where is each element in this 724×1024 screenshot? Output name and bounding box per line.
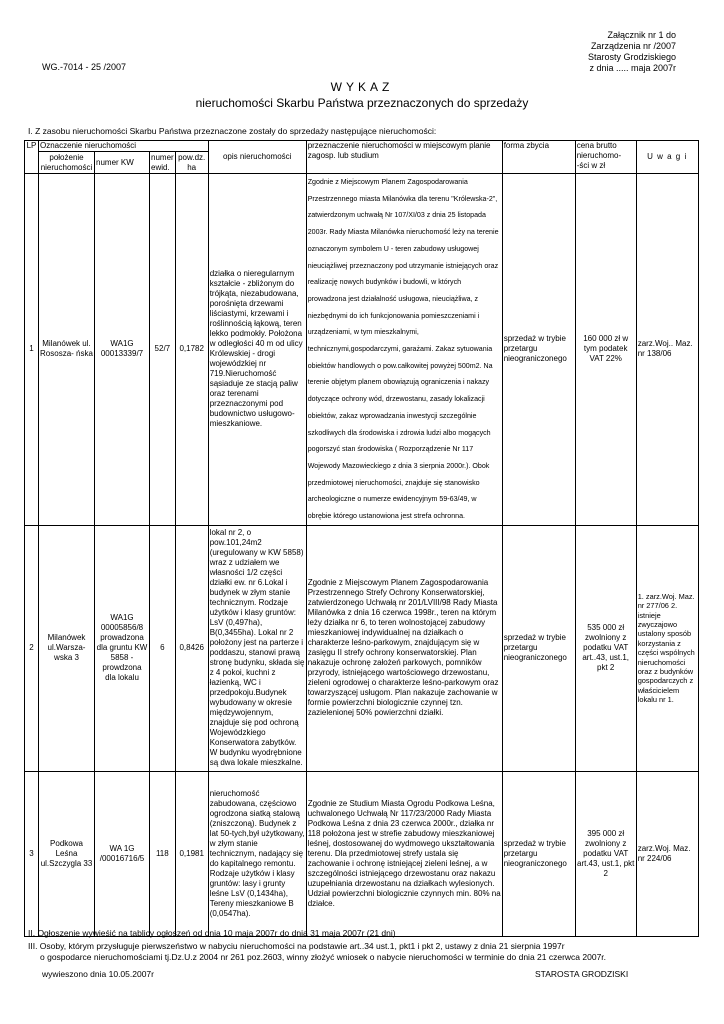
- footer-posting-period: II. Ogłoszenie wywieśić na tablicy ogłoszeń od dnia 10 maja 2007r do dnia 31 maja 2007r (21 dni): [28, 928, 396, 938]
- row-lp: 1: [25, 174, 39, 526]
- row-kw: WA1G 00013339/7: [95, 174, 150, 526]
- row-location: Milanówek ul.Warsza- wska 3: [39, 525, 95, 771]
- table-row: [25, 525, 699, 771]
- row-parcel: 6: [150, 525, 176, 771]
- row-description: działka o nieregularnym kształcie - zbliżonym do trójkąta, niezabudowana, porośnięta drzewami liściastymi, krzewami i roślinnością łąkową, teren lekko podmokły. Położona w odległości 40 m od ulicy Królewskiej - drogi wojewódzkiej nr 719.Nieruchomość sąsiaduje ze stacją paliw oraz terenami przeznaczonymi pod budownictwo usługowo-mieszkaniowe.: [208, 174, 306, 526]
- row-parcel: 52/7: [150, 174, 176, 526]
- header-price: cena brutto nieruchomo- -ści w zł: [575, 141, 636, 174]
- row-price: 535 000 zł zwolniony z podatku VAT art..43, ust.1, pkt 2: [575, 525, 636, 771]
- footer-priority-line-cont: o gospodarce nieruchomościami tj.Dz.U.z 2004 nr 261 poz.2603, winny złożyć wniosek o nabycie nieruchomości w terminie do dnia 21 czerwca 2007r.: [40, 952, 607, 962]
- reference-number: WG.-7014 - 25 /2007: [42, 62, 127, 72]
- header-description: opis nieruchomości: [208, 141, 306, 174]
- row-description: nieruchomość zabudowana, częściowo ogrodzona siatką stalową (zniszczoną). Budynek z lat 50-tych,był użytkowany, w złym stanie technicznym, nadający się do kapitalnego remontu. Rodzaje użytków i klasy gruntów: lasy i grunty leśne LsV (0,1434ha), Tereny mieszkaniowe B (0,0547ha).: [208, 771, 306, 936]
- table-row: [25, 771, 699, 936]
- row-area: 0,1981: [175, 771, 208, 936]
- row-form: sprzedaż w trybie przetargu nieograniczonego: [502, 174, 575, 526]
- header-location: położenie nieruchomości: [39, 152, 95, 174]
- header-form: forma zbycia: [502, 141, 575, 174]
- header-kw: numer KW: [95, 152, 150, 174]
- row-description: lokal nr 2, o pow.101,24m2 (uregulowany w KW 5858) wraz z udziałem we własności 1/2 części działki ew. nr 6.Lokal i budynek w złym stanie technicznym. Rodzaje użytków i klasy gruntów: LsV (0,497ha), B(0,3455ha). Lokal nr 2 położony jest na parterze i poddaszu, stanowi prawą stronę budynku, składa się z 4 pokoi, kuchni z łazienką, WC i przedpokoju.Budynek wybudowany w okresie międzywojennym, znajduje się pod ochroną Wojewódzkiego Konserwatora zabytków. W budynku wyodrębnione są dwa lokale mieszkalne.: [208, 525, 306, 771]
- attachment-line: z dnia ..... maja 2007r: [589, 63, 676, 73]
- attachment-line: Załącznik nr 1 do: [607, 30, 676, 40]
- row-price: 395 000 zł zwolniony z podatku VAT art.43, ust.1, pkt 2: [575, 771, 636, 936]
- document-title: WYKAZ: [330, 80, 394, 94]
- footer-priority-line: III. Osoby, którym przysługuje pierwszeństwo w nabyciu nieruchomości na podstawie art..34 ust.1, pkt1 i pkt 2, ustawy z dnia 21 sierpnia 1997r: [28, 941, 565, 951]
- section-intro: I. Z zasobu nieruchomości Skarbu Państwa przeznaczone zostały do sprzedaży następujące nieruchomości:: [28, 126, 437, 136]
- row-notes: 1. zarz.Woj. Maz. nr 277/06 2. istnieje zwyczajowo ustalony sposób korzystania z części wspólnych nieruchomości oraz z budynków gospodarczych z właścicielem lokalu nr 1.: [636, 525, 698, 771]
- header-group: Oznaczenie nieruchomości: [39, 141, 209, 152]
- attachment-note: [588, 30, 676, 74]
- attachment-line: Zarządzenia nr /2007: [590, 41, 676, 51]
- row-purpose: Zgodnie ze Studium Miasta Ogrodu Podkowa Leśna, uchwalonego Uchwałą Nr 117/23/2000 Rady Miasta Podkowa Leśna z dnia 23 czerwca 2000r., działka nr 118 położona jest w strefie zabudowy mieszkaniowej leśnej, dostosowanej do wydmowego ukształtowania terenu. Dla przedmiotowej strefy ustala się zachowanie i ochronę istniejącej zieleni leśnej, a w szczególności istniejącego drzewostanu oraz nakazu uzupełniania drzewostanu na działkach wylesionych. Udział powierzchni biologicznie czynnych min. 80% na działce.: [306, 771, 502, 936]
- row-area: 0,1782: [175, 174, 208, 526]
- document-subtitle: nieruchomości Skarbu Państwa przeznaczonych do sprzedaży: [195, 96, 529, 110]
- row-purpose: Zgodnie z Miejscowym Planem Zagospodarowania Przestrzennego Strefy Ochrony Konserwatorskiej, zatwierdzonego Uchwałą nr 201/LVIII/98 Rady Miasta Milanówka z dnia 16 czerwca 1998r., teren na którym leży działka nr 6, to teren wolnostojącej zabudowy mieszkaniowej indywidualnej na działkach o charakterze leśno-parkowym, znajdującym się w zasięgu II strefy ochrony konserwatorskiej. Plan nakazuje ochronę założeń parkowych, pomników przyrody, istniejącego wartościowego drzewostanu, zieleni ogrodowej o charakterze leśno-parkowym oraz towarzyszącej usługom. Plan nakazuje zachowanie w formie powierzchni biologicznie czynnej tzn. zazielenionej 50% powierzchni działki.: [306, 525, 502, 771]
- row-kw: WA1G 00005856/8 prowadzona dla gruntu KW 5858 - prowdzona dla lokalu: [95, 525, 150, 771]
- attachment-line: Starosty Grodziskiego: [587, 52, 676, 62]
- row-form: sprzedaż w trybie przetargu nieograniczonego: [502, 771, 575, 936]
- row-parcel: 118: [150, 771, 176, 936]
- signature-title: STAROSTA GRODZISKI: [535, 969, 629, 979]
- row-notes: zarz.Woj.. Maz. nr 138/06: [636, 174, 698, 526]
- row-purpose: Zgodnie z Miejscowym Planem Zagospodarowania Przestrzennego miasta Milanówka dla terenu "Królewska-2", zatwierdzonym uchwałą Nr 107/XI/03 z dnia 25 listopada 2003r. Rady Miasta Milanówka nieruchomość leży na terenie oznaczonym symbolem U - teren zabudowy usługowej nieuciążliwej przeznaczony pod utrzymanie istniejących oraz realizację nowych budynków i budowli, w których prowadzona jest działalność usługowa, nieuciążliwa, z niezbędnymi do ich funkcjonowania pomieszczeniami i urządzeniami, w tym mieszkalnymi, technicznymi,gospodarczymi, garażami. Zakaz sytuowania obiektów handlowych o pow.całkowitej powyżej 500m2. Na terenie objętym planem obowiązują ograniczenia i nakazy dotyczące ochrony wód, drzewostanu, zasady lokalizacji obiektów, zakaz wprowadzania inwestycji szczególnie szkodliwych dla środowiska i zdrowia ludzi albo mogących pogorszyć stan środowiska ( Rozporządzenie Nr 117 Wojewody Mazowieckiego z dnia 3 sierpnia 2000r.). Obok przedmiotowej nieruchomości, znajduje się stanowisko archeologiczne o numerze ewidencyjnym 59-63/49, w obrębie którego ustanowiona jest strefa ochronna.: [306, 174, 502, 526]
- row-form: sprzedaż w trybie przetargu nieograniczonego: [502, 525, 575, 771]
- posted-date: wywieszono dnia 10.05.2007r: [42, 969, 154, 979]
- row-kw: WA 1G /00016716/5: [95, 771, 150, 936]
- header-area: pow.dz. ha: [175, 152, 208, 174]
- row-price: 160 000 zł w tym podatek VAT 22%: [575, 174, 636, 526]
- row-notes: zarz.Woj. Maz. nr 224/06: [636, 771, 698, 936]
- table-row: [25, 174, 699, 526]
- row-area: 0,8426: [175, 525, 208, 771]
- header-lp: LP: [25, 141, 39, 174]
- row-location: Milanówek ul. Rososza- ńska: [39, 174, 95, 526]
- header-purpose: przeznaczenie nieruchomości w miejscowym planie zagosp. lub studium: [306, 141, 502, 174]
- row-location: Podkowa Leśna ul.Szczygla 33: [39, 771, 95, 936]
- header-parcel: numer ewid.: [151, 152, 174, 172]
- row-lp: 2: [25, 525, 39, 771]
- header-notes: U w a g i: [636, 141, 698, 174]
- property-table: [24, 140, 699, 937]
- row-lp: 3: [25, 771, 39, 936]
